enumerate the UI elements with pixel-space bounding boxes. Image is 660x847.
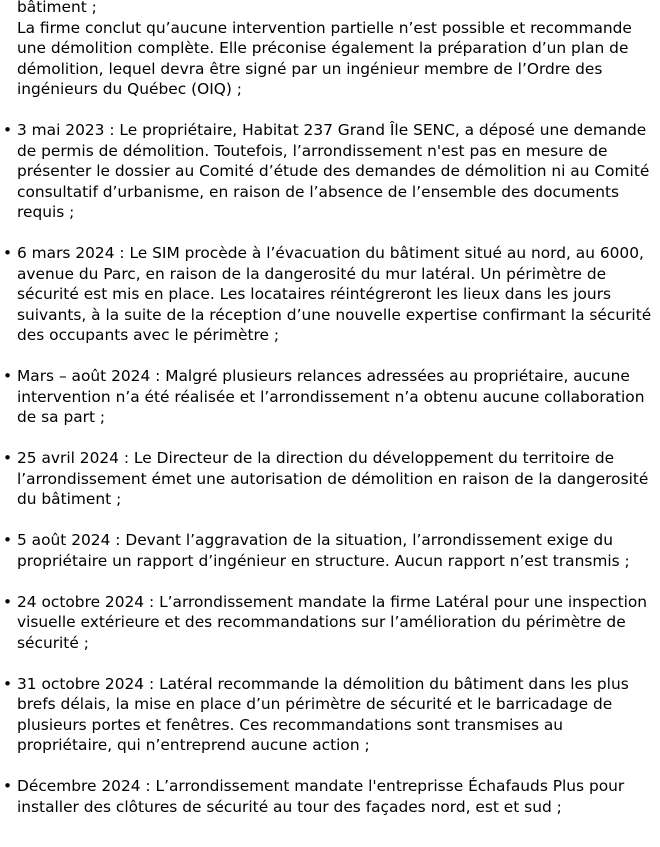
list-item xyxy=(0,674,660,756)
list-item-text: 31 octobre 2024 : Latéral recommande la démolition du bâtiment dans les plus brefs délais, la mise en place d’un périmètre de sécurité et le barricadage de plusieurs portes et fenêtres. Ces recommandations sont transmises au propriétaire, qui n’entreprend aucune action ; xyxy=(17,674,629,754)
list-item xyxy=(0,366,660,428)
list-item-text: Décembre 2024 : L’arrondissement mandate l'entreprisse Échafauds Plus pour installer des clôtures de sécurité au tour des façades nord, est et sud ; xyxy=(17,777,625,816)
list-item xyxy=(0,120,660,223)
continued-line: bâtiment ; xyxy=(17,0,97,16)
list-item xyxy=(0,530,660,571)
list-item xyxy=(0,776,660,817)
continued-paragraph: La firme conclut qu’aucune intervention partielle n’est possible et recommande une démolition complète. Elle préconise également la préparation d’un plan de démolition, lequel devra être signé par un ingénieur membre de l’Ordre des ingénieurs du Québec (OIQ) ; xyxy=(17,18,632,98)
list-item-text: 25 avril 2024 : Le Directeur de la direction du développement du territoire de l’arrondissement émet une autorisation de démolition en raison de la dangerosité du bâtiment ; xyxy=(17,449,649,508)
list-item-text: 6 mars 2024 : Le SIM procède à l’évacuation du bâtiment situé au nord, au 6000, avenue du Parc, en raison de la dangerosité du mur latéral. Un périmètre de sécurité est mis en place. Les locataires réintégreront les lieux dans les jours suivants, à la suite de la réception d’une nouvelle expertise confirmant la sécurité des occupants avec le périmètre ; xyxy=(17,244,652,344)
timeline-list xyxy=(0,120,660,817)
bullet-icon: • xyxy=(3,674,13,693)
list-item-text: Mars – août 2024 : Malgré plusieurs relances adressées au propriétaire, aucune intervention n’a été réalisée et l’arrondissement n’a obtenu aucune collaboration de sa part ; xyxy=(17,367,645,426)
list-item xyxy=(0,243,660,346)
bullet-icon: • xyxy=(3,121,13,139)
bullet-icon: • xyxy=(3,244,13,262)
list-item-text: 3 mai 2023 : Le propriétaire, Habitat 237 Grand Île SENC, a déposé une demande de permis de démolition. Toutefois, l’arrondissement n'est pas en mesure de présenter le dossier au Comité d’étude des demandes de démolition ni au Comité consultatif d’urbanisme, en raison de l’absence de l’ensemble des documents requis ; xyxy=(17,121,650,221)
list-item xyxy=(0,592,660,654)
list-item-text: 24 octobre 2024 : L’arrondissement mandate la firme Latéral pour une inspection visuelle extérieure et des recommandations sur l’amélioration du périmètre de sécurité ; xyxy=(17,592,648,652)
bullet-icon: • xyxy=(3,531,13,549)
bullet-icon: • xyxy=(3,449,13,467)
list-item xyxy=(0,448,660,510)
continued-item xyxy=(0,0,660,100)
list-item-text: 5 août 2024 : Devant l’aggravation de la situation, l’arrondissement exige du propriétaire un rapport d’ingénieur en structure. Aucun rapport n’est transmis ; xyxy=(17,531,630,570)
bullet-icon: • xyxy=(3,777,13,795)
bullet-icon: • xyxy=(3,592,13,611)
bullet-icon: • xyxy=(3,367,13,385)
